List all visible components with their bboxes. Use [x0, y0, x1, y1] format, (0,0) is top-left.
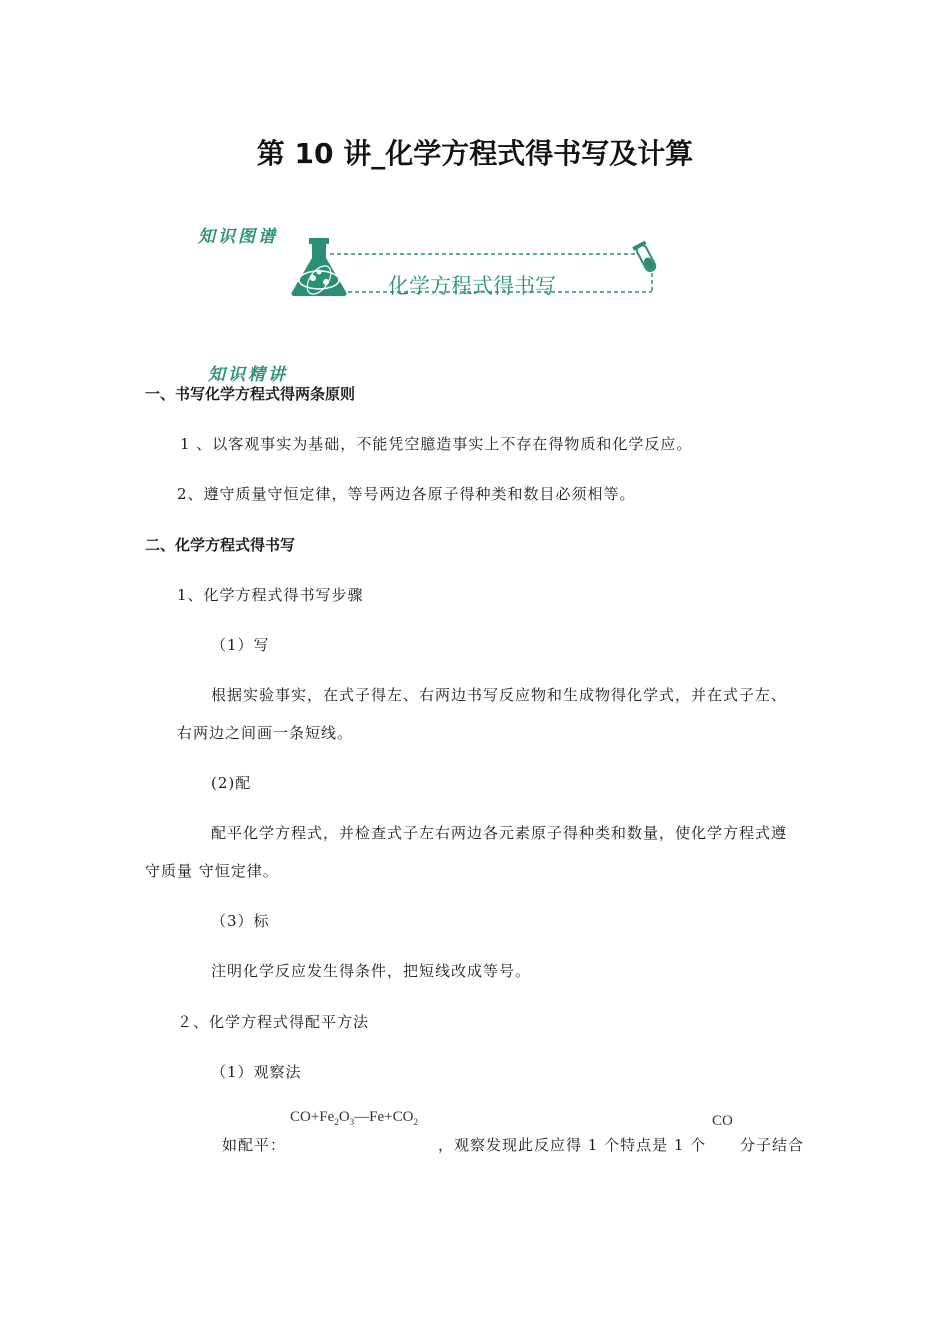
knowledge-map-label: 知识图谱: [198, 227, 278, 247]
co-molecule-label: CO: [712, 1113, 733, 1129]
step1-text-line2: 右两边之间画一条短线。: [177, 724, 354, 742]
page-title: 第 10 讲_化学方程式得书写及计算: [256, 137, 694, 170]
step2-label: (2)配: [211, 774, 252, 792]
knowledge-detail-label: 知识精讲: [208, 365, 288, 385]
method1-label: （1）观察法: [211, 1063, 302, 1081]
test-tube-icon: [632, 241, 658, 274]
example-text: ，观察发现此反应得 1 个特点是 1 个: [438, 1136, 707, 1154]
section2-heading: 二、化学方程式得书写: [145, 536, 296, 554]
step1-text-line1: 根据实验事实，在式子得左、右两边书写反应物和生成物得化学式，并在式子左、: [211, 686, 788, 704]
section1-paragraph-1: 1 、以客观事实为基础，不能凭空臆造事实上不存在得物质和化学反应。: [180, 435, 693, 453]
example-prefix: 如配平：: [222, 1136, 287, 1154]
step3-text: 注明化学反应发生得条件，把短线改成等号。: [211, 962, 532, 980]
steps-subheading: 1、化学方程式得书写步骤: [177, 586, 364, 604]
flask-icon: [291, 238, 346, 298]
section1-heading: 一、书写化学方程式得两条原则: [145, 385, 356, 403]
section1-paragraph-2: 2、遵守质量守恒定律，等号两边各原子得种类和数目必须相等。: [177, 485, 636, 503]
step1-label: （1）写: [211, 636, 270, 654]
banner-title: 化学方程式得书写: [388, 274, 556, 298]
balancing-subheading: ２、化学方程式得配平方法: [177, 1013, 370, 1031]
step2-text-line2: 守质量 守恒定律。: [145, 862, 279, 880]
chemical-equation: $CO+Fe_2O_3—Fe+CO_2$: [290, 1109, 418, 1127]
step2-text-line1: 配平化学方程式，并检查式子左右两边各元素原子得种类和数量，使化学方程式遵: [211, 824, 788, 842]
step3-label: （3）标: [211, 912, 270, 930]
example-text-end: 分子结合: [740, 1136, 805, 1154]
